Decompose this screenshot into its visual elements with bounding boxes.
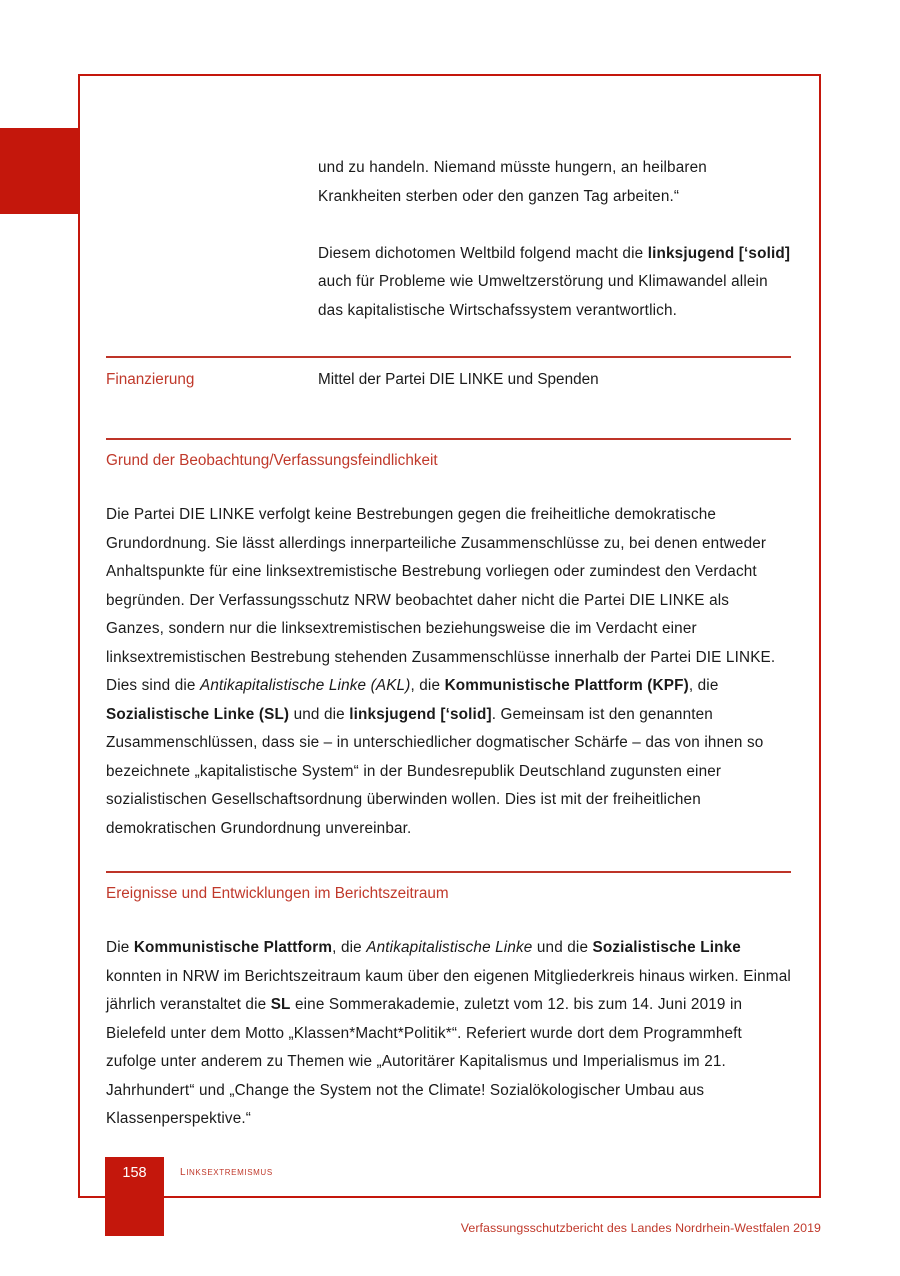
reason-part-2: , die	[410, 677, 445, 695]
events-part-1: Die	[106, 939, 134, 957]
divider-above-reason-heading	[106, 438, 791, 440]
financing-row	[106, 366, 791, 395]
intro-paragraph-2-bold: linksjugend [‘solid]	[647, 244, 791, 262]
intro-paragraph-1: und zu handeln. Niemand müsste hungern, an heilbaren Krankheiten sterben oder den ganzen Tag arbeiten.“	[318, 159, 707, 205]
reason-section-paragraph	[106, 501, 791, 843]
reason-bold-linksjugend: linksjugend [‘solid]	[349, 705, 492, 723]
events-italic-akl: Antikapitalistische Linke	[366, 939, 533, 957]
intro-paragraph-2-after: auch für Probleme wie Umweltzerstörung und Klimawandel allein das kapitalistische Wirtschafssystem verantwortlich.	[318, 273, 768, 319]
running-head: linksextremismus	[180, 1163, 273, 1178]
events-section-heading: Ereignisse und Entwicklungen im Berichtszeitraum	[106, 884, 449, 902]
divider-above-financing	[106, 356, 791, 358]
reason-section-heading: Grund der Beobachtung/Verfassungsfeindlichkeit	[106, 451, 438, 469]
intro-paragraph-2	[318, 240, 791, 326]
reason-part-1: Die Partei DIE LINKE verfolgt keine Bestrebungen gegen die freiheitliche demokratische Grundordnung. Sie lässt allerdings innerparteiliche Zusammenschlüsse zu, bei denen entweder Anhaltspunkte für eine linksextremistische Bestrebung vorliegen oder zumindest den Verdacht begründen. Der Verfassungsschutz NRW beobachtet daher nicht die Partei DIE LINKE als Ganzes, sondern nur die linksextremistischen beziehungsweise die im Verdacht einer linksextremistischen Bestrebung stehenden Zusammenschlüsse innerhalb der Partei DIE LINKE. Dies sind die	[106, 506, 776, 695]
page-content	[106, 74, 791, 1134]
decorative-corner-block	[0, 128, 79, 214]
events-part-3: und die	[532, 939, 593, 957]
financing-label: Finanzierung	[106, 370, 195, 388]
reason-bold-sl: Sozialistische Linke (SL)	[106, 705, 290, 723]
intro-block	[318, 74, 791, 325]
reason-bold-kpf: Kommunistische Plattform (KPF)	[444, 677, 689, 695]
reason-italic-akl: Antikapitalistische Linke (AKL)	[199, 677, 411, 695]
events-part-2: , die	[332, 939, 367, 957]
events-part-4: konnten in NRW im Berichtszeitraum kaum über den eigenen Mitgliederkreis hinaus wirken. Einmal jährlich veranstaltet die	[106, 967, 791, 1014]
divider-above-events-heading	[106, 871, 791, 873]
reason-part-4: und die	[289, 705, 350, 723]
page-number: 158	[122, 1165, 147, 1181]
financing-value: Mittel der Partei DIE LINKE und Spenden	[318, 370, 599, 388]
reason-part-3: , die	[688, 677, 719, 695]
intro-paragraph-2-before: Diesem dichotomen Weltbild folgend macht die	[318, 244, 648, 262]
events-section-paragraph	[106, 934, 791, 1134]
events-bold-sl-short: SL	[270, 996, 291, 1014]
events-bold-kpf: Kommunistische Plattform	[133, 939, 333, 957]
events-bold-sl-long: Sozialistische Linke	[592, 939, 741, 957]
events-part-5: eine Sommerakademie, zuletzt vom 12. bis zum 14. Juni 2019 in Bielefeld unter dem Motto „Klassen*Macht*Politik*“. Referiert wurde dort dem Programmheft zufolge unter anderem zu Themen wie „Autoritärer Kapitalismus und Imperialismus im 21. Jahrhundert“ und „Change the System not the Climate! Sozialökologischer Umbau aus Klassenperspektive.“	[106, 996, 743, 1128]
reason-part-5: . Gemeinsam ist den genannten Zusammenschlüssen, dass sie – in unterschiedlicher dogmatischer Schärfe – das von ihnen so bezeichnete „kapitalistische System“ in der Bundesrepublik Deutschland zugunsten einer sozialistischen Gesellschaftsordnung überwinden wollen. Dies ist mit der freiheitlichen demokratischen Grundordnung unvereinbar.	[106, 705, 764, 837]
footer-report-line: Verfassungsschutzbericht des Landes Nordrhein-Westfalen 2019	[460, 1221, 821, 1235]
